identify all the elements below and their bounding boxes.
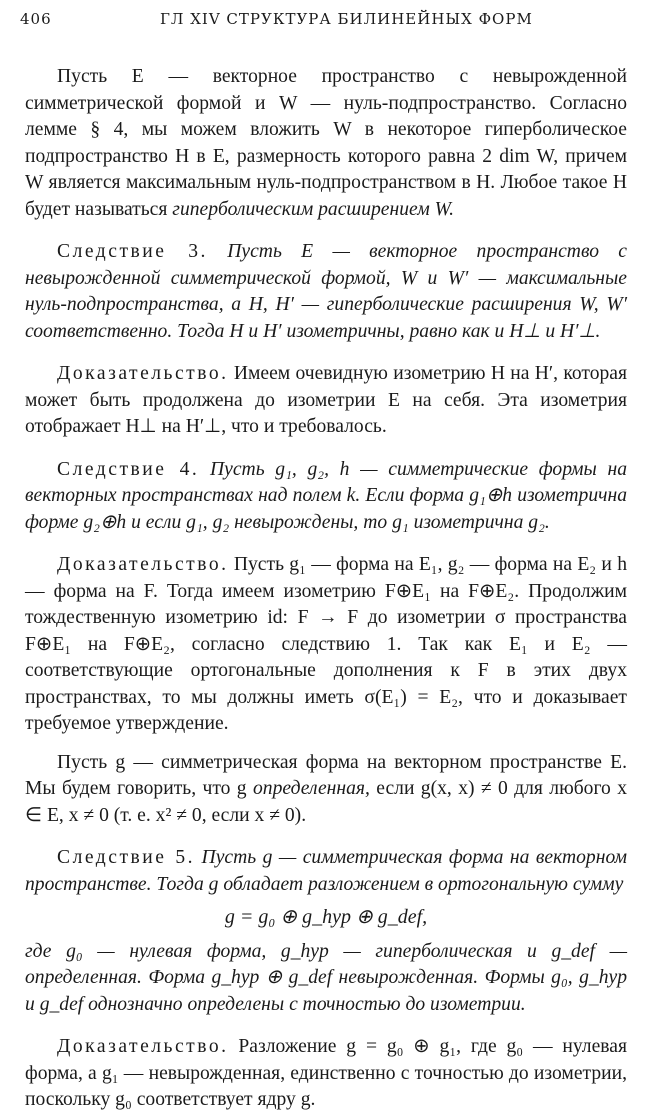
- page-body: [25, 64, 627, 1114]
- corollary-5-continuation: где g₀ — нулевая форма, g_hyp — гиперболическая и g_def — определенная. Форма g_hyp ⊕ g_def невырожденная. Формы g₀, g_hyp и g_def однозначно определены с точностью до изометрии.: [25, 940, 627, 1015]
- decomposition-formula: g = g₀ ⊕ g_hyp ⊕ g_def,: [224, 906, 428, 928]
- proof-3: [25, 361, 627, 441]
- definite-emphasis: определенная,: [252, 778, 370, 799]
- proof-5: [25, 1034, 627, 1114]
- definite-form-paragraph: [25, 750, 627, 830]
- proof-3-text: Имеем очевидную изометрию H на H′, которая может быть продолжена до изометрии E на себя. Эта изометрия отображает H⊥ на H′⊥, что и требовалось.: [25, 363, 627, 437]
- corollary-3-text: Пусть E — векторное пространство с невырожденной симметрической формой, W и W′ — максимальные нуль-подпространства, а H, H′ — гиперболические расширения W, W′ соответственно. Тогда H и H′ изометричны, равно как и H⊥ и H′⊥.: [25, 241, 627, 342]
- corollary-3-label: Следствие 3.: [57, 241, 208, 262]
- page-number: 406: [20, 10, 52, 28]
- intro-paragraph: [25, 64, 627, 223]
- proof-4-label: Доказательство.: [57, 554, 229, 575]
- proof-5-text: Разложение g = g₀ ⊕ g₁, где g₀ — нулевая форма, а g₁ — невырожденная, единственно с точностью до изометрии, поскольку g₀ соответствует ядру g.: [25, 1036, 627, 1110]
- intro-text: Пусть E — векторное пространство с невырожденной симметрической формой и W — нуль-подпространство. Согласно лемме § 4, мы можем вложить W в некоторое гиперболическое подпространство H в E, размерность которого равна 2 dim W, причем W является максимальным нуль-подпространством в H. Любое такое H будет называться: [25, 66, 627, 220]
- corollary-5: [25, 845, 627, 898]
- proof-4-text: Пусть g₁ — форма на E₁, g₂ — форма на E₂ и h — форма на F. Тогда имеем изометрию F⊕E₁ на F⊕E₂. Продолжим тождественную изометрию id: F → F до изометрии σ пространства F⊕E₁ на F⊕E₂, согласно следствию 1. Так как E₁ и E₂ — соответствующие ортогональные дополнения к F в этих двух пространствах, то мы должны иметь σ(E₁) = E₂, что и доказывает требуемое утверждение.: [25, 554, 627, 734]
- corollary-5-text: Пусть g — симметрическая форма на векторном пространстве. Тогда g обладает разложением в ортогональную сумму: [25, 847, 628, 895]
- corollary-4-text: Пусть g₁, g₂, h — симметрические формы на векторных пространствах над полем k. Если форма g₁⊕h изометрична форме g₂⊕h и если g₁, g₂ невырождены, то g₁ изометрична g₂.: [25, 458, 627, 533]
- corollary-4: [25, 457, 627, 537]
- intro-emphasis: гиперболическим расширением W.: [172, 198, 455, 220]
- page-header: [20, 10, 632, 34]
- definite-before: Пусть g — симметрическая форма на векторном пространстве E. Мы будем говорить, что g: [25, 751, 627, 799]
- running-title: ГЛ XIV СТРУКТУРА БИЛИНЕЙНЫХ ФОРМ: [160, 10, 533, 28]
- proof-4: [25, 552, 627, 738]
- proof-3-label: Доказательство.: [57, 363, 229, 384]
- corollary-5-label: Следствие 5.: [57, 847, 196, 868]
- definite-after: если g(x, x) ≠ 0 для любого x ∈ E, x ≠ 0 (т. е. x² ≠ 0, если x ≠ 0).: [25, 778, 627, 826]
- corollary-3: [25, 239, 627, 345]
- proof-5-label: Доказательство.: [57, 1036, 229, 1057]
- corollary-4-label: Следствие 4.: [57, 458, 200, 480]
